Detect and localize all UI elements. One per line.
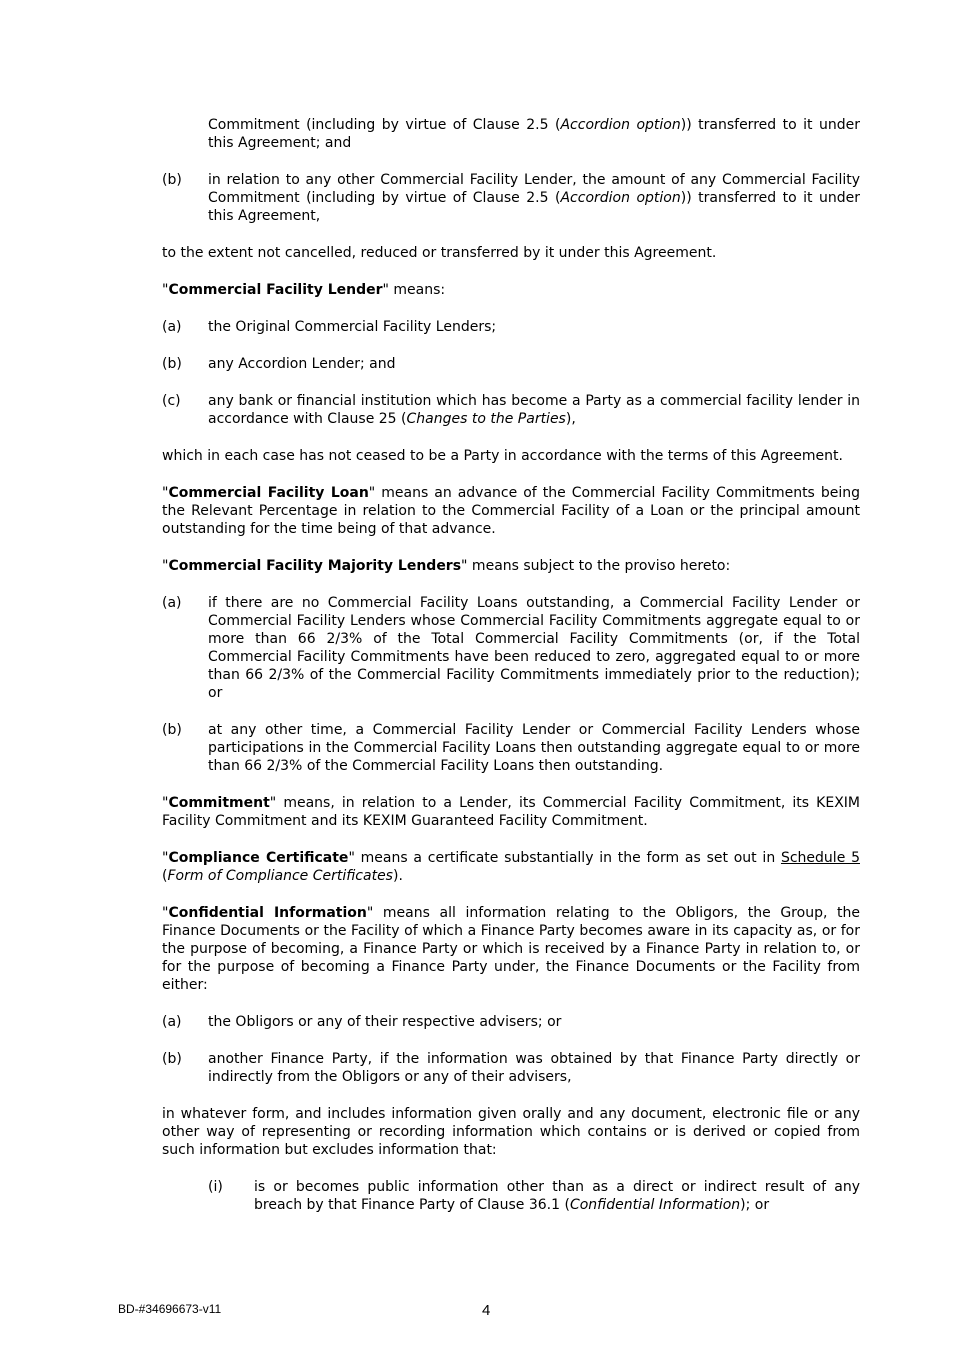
paragraph: to the extent not cancelled, reduced or transferred by it under this Agreement. (162, 245, 717, 261)
list-item: (b) another Finance Party, if the information was obtained by that Finance Party directly or indirectly from the Obligors or any of their advisers, (162, 1051, 860, 1085)
definition-commitment: "Commitment" means, in relation to a Lender, its Commercial Facility Commitment, its KEXIM Facility Commitment and its KEXIM Guaranteed Facility Commitment. (162, 795, 860, 829)
definition-commercial-facility-lender: "Commercial Facility Lender" means: (162, 282, 446, 298)
page-number: 4 (482, 1302, 491, 1319)
definition-commercial-facility-loan: "Commercial Facility Loan" means an advance of the Commercial Facility Commitments being the Relevant Percentage in relation to the Commercial Facility of a Loan or the principal amount outstanding for the time being of that advance. (162, 485, 861, 537)
document-id: BD-#34696673-v11 (118, 1302, 222, 1316)
paragraph: in whatever form, and includes information given orally and any document, electronic file or any other way of representing or recording information which contains or is derived or copied from such information but excludes information that: (162, 1106, 860, 1158)
list-item: (a) the Obligors or any of their respective advisers; or (162, 1014, 562, 1030)
schedule-5-link[interactable]: Schedule 5 (780, 850, 860, 866)
document-body (162, 116, 860, 1214)
definition-commercial-facility-majority-lenders: "Commercial Facility Majority Lenders" means subject to the proviso hereto: (162, 558, 731, 574)
list-item: (c) any bank or financial institution which has become a Party as a commercial facility lender in accordance with Clause 25 (Changes to the Parties), (162, 393, 860, 427)
definition-compliance-certificate: "Compliance Certificate" means a certificate substantially in the form as set out in Schedule 5 (Form of Compliance Certificates). (162, 850, 860, 884)
paragraph: which in each case has not ceased to be a Party in accordance with the terms of this Agreement. (162, 448, 843, 464)
list-item: (b) at any other time, a Commercial Facility Lender or Commercial Facility Lenders whose participations in the Commercial Facility Loans then outstanding aggregate equal to or more than 66 2/3% of the Commercial Facility Loans then outstanding. (162, 722, 860, 774)
list-item: (b) any Accordion Lender; and (162, 356, 396, 372)
list-item: (a) the Original Commercial Facility Lenders; (162, 319, 497, 335)
list-item: (i) is or becomes public information other than as a direct or indirect result of any breach by that Finance Party of Clause 36.1 (Confidential Information); or (208, 1179, 860, 1213)
list-item: (a) if there are no Commercial Facility Loans outstanding, a Commercial Facility Lender or Commercial Facility Lenders whose Commercial Facility Commitments aggregate equal to or more than 66 2/3% of the Total Commercial Facility Commitments (or, if the Total Commercial Facility Commitments have been reduced to zero, aggregated equal to or more than 66 2/3% of the Commercial Facility Commitments immediately prior to the reduction); or (162, 595, 860, 701)
list-item: (b) in relation to any other Commercial Facility Lender, the amount of any Commercial Facility Commitment (including by virtue of Clause 2.5 (Accordion option)) transferred to it under this Agreement, (162, 172, 861, 224)
definition-confidential-information: "Confidential Information" means all information relating to the Obligors, the Group, the Finance Documents or the Facility of which a Finance Party becomes aware in its capacity as, or for the purpose of becoming, a Finance Party or which is received by a Finance Party in relation to, or for the purpose of becoming a Finance Party under, the Finance Documents or the Facility from either: (162, 905, 860, 993)
paragraph-a-continuation: Commitment (including by virtue of Clause 2.5 (Accordion option)) transferred to it under this Agreement; and (208, 117, 861, 151)
